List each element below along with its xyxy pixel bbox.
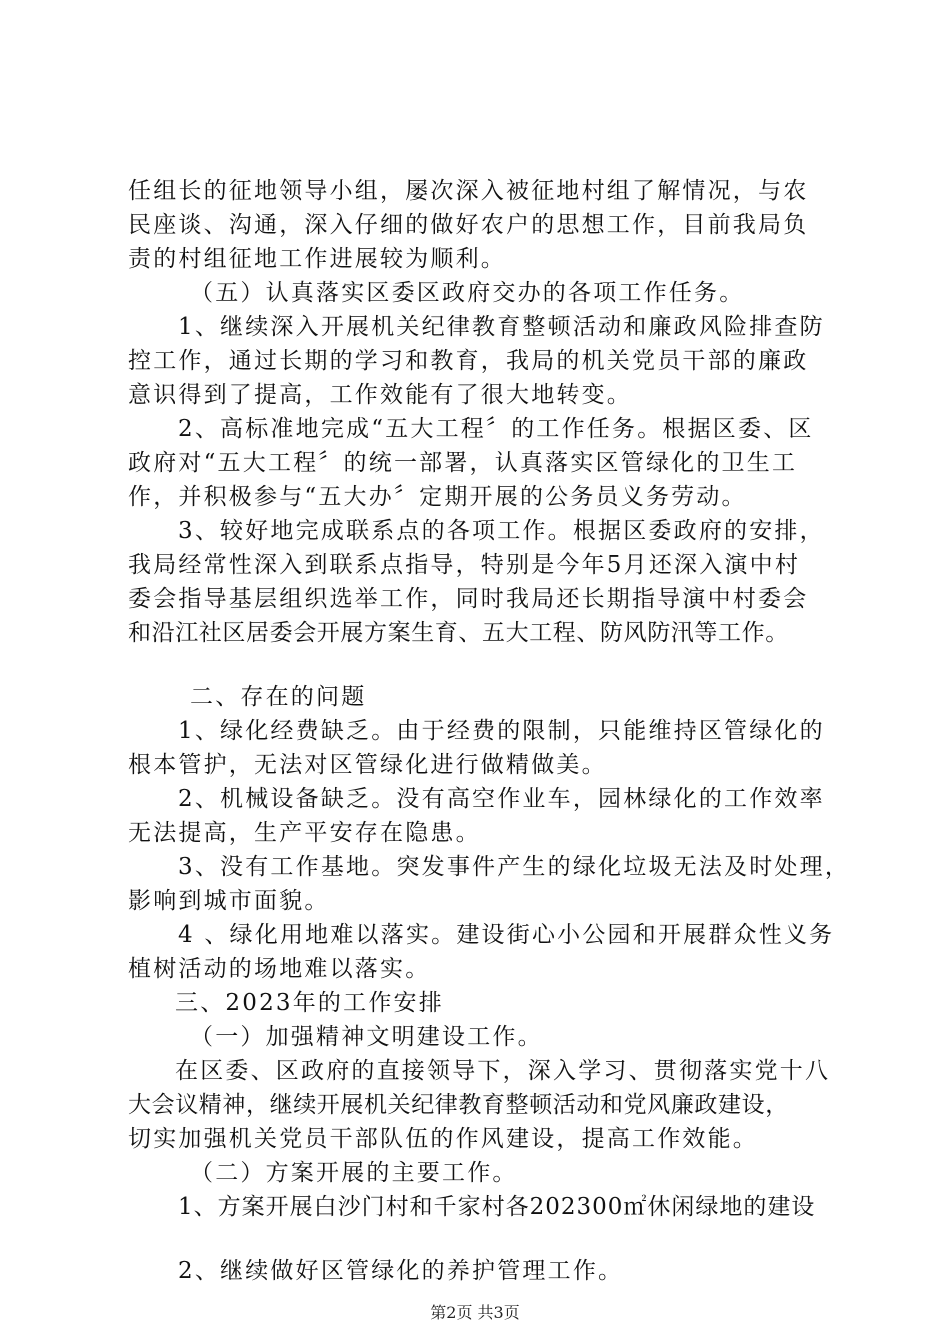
paragraph-line: 2、机械设备缺乏。没有高空作业车，园林绿化的工作效率 [178,786,825,812]
page-footer: 第2页 共3页 [430,1303,520,1322]
paragraph-line: 1、方案开展白沙门村和千家村各202300㎡休闲绿地的建设 [178,1194,816,1220]
paragraph-line: 委会指导基层组织选举工作，同时我局还长期指导演中村委会 [128,586,809,612]
paragraph-line: 和沿江社区居委会开展方案生育、五大工程、防风防汛等工作。 [128,620,789,646]
subsection-heading: （二）方案开展的主要工作。 [190,1160,518,1186]
paragraph-line: 3、较好地完成联系点的各项工作。根据区委政府的安排， [178,518,825,544]
paragraph-line: 责的村组征地工作进展较为顺利。 [128,246,506,272]
paragraph-line: 切实加强机关党员干部队伍的作风建设，提高工作效能。 [128,1126,758,1152]
paragraph-line: 大会议精神，继续开展机关纪律教育整顿活动和党风廉政建设， [128,1092,789,1118]
paragraph-line: 控工作，通过长期的学习和教育，我局的机关党员干部的廉政 [128,348,809,374]
paragraph-line: 我局经常性深入到联系点指导，特别是今年5月还深入演中村 [128,552,801,578]
paragraph-line: 影响到城市面貌。 [128,888,330,914]
paragraph-line: 在区委、区政府的直接领导下，深入学习、贯彻落实党十八 [175,1058,831,1084]
paragraph-line: 意识得到了提高，工作效能有了很大地转变。 [128,382,632,408]
paragraph-line: 政府对“五大工程〞的统一部署，认真落实区管绿化的卫生工 [128,450,798,476]
paragraph-line: 无法提高，生产平安存在隐患。 [128,820,481,846]
paragraph-line: 3、没有工作基地。突发事件产生的绿化垃圾无法及时处理， [178,854,851,880]
paragraph-line: 1、绿化经费缺乏。由于经费的限制，只能维持区管绿化的 [178,718,825,744]
paragraph-line: 4 、绿化用地难以落实。建设街心小公园和开展群众性义务 [178,922,835,948]
paragraph-line: 根本管护，无法对区管绿化进行做精做美。 [128,752,607,778]
paragraph-line: 植树活动的场地难以落实。 [128,956,431,982]
paragraph-line: 1、继续深入开展机关纪律教育整顿活动和廉政风险排查防 [178,314,825,340]
section-heading: 三、2023年的工作安排 [175,990,444,1016]
paragraph-line: 民座谈、沟通，深入仔细的做好农户的思想工作，目前我局负 [128,212,809,238]
section-heading: 二、存在的问题 [190,684,367,710]
paragraph-line: 2、继续做好区管绿化的养护管理工作。 [178,1258,624,1284]
section-heading: （五）认真落实区委区政府交办的各项工作任务。 [190,280,745,306]
paragraph-line: 任组长的征地领导小组，屡次深入被征地村组了解情况，与农 [128,178,809,204]
subsection-heading: （一）加强精神文明建设工作。 [190,1024,543,1050]
paragraph-line: 作，并积极参与“五大办〞定期开展的公务员义务劳动。 [128,484,747,510]
paragraph-line: 2、高标准地完成“五大工程〞的工作任务。根据区委、区 [178,416,814,442]
